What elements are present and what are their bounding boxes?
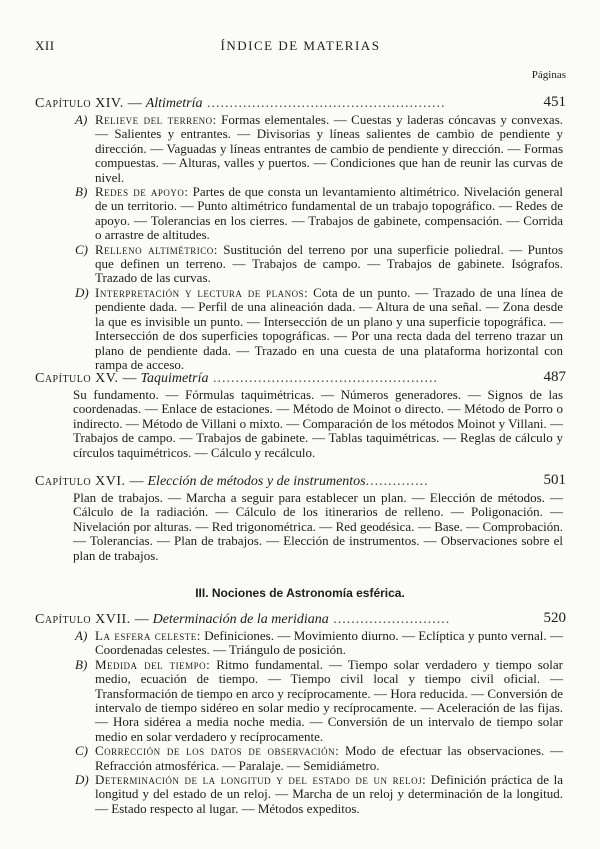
section-item [35, 243, 566, 286]
chapter-xvii [35, 610, 566, 816]
chapter-label: Capítulo XVII. — [35, 612, 150, 627]
item-text: Formas elementales. — Cuestas y laderas cóncavas y convexas. — Salientes y entrantes. — Divisorias y líneas salientes de cambio de pendiente y dirección. — Vaguadas y líneas entrantes de cambio de pendiente y dirección. — Formas compuestas. — Alturas, valles y puertos. — Condiciones que han de reunir las curvas de nivel. [95, 112, 564, 185]
chapter-xiv [35, 94, 566, 372]
item-heading: Relleno altimétrico: [95, 241, 218, 257]
item-text: Definición práctica de la longitud y del estado de un reloj. — Marcha de un reloj y determinación de la longitud. — Estado respecto al lugar. — Métodos expeditos. [95, 772, 563, 816]
leader-dots: .......................... [328, 612, 451, 627]
item-text: Modo de efectuar las observaciones. — Refracción atmosférica. — Paralaje. — Semidiámetro. [95, 743, 563, 773]
chapter-xv [35, 369, 566, 460]
leader-dots: ..................................................... [202, 96, 446, 111]
chapter-heading [35, 369, 566, 388]
chapter-heading [35, 610, 566, 629]
chapter-title: Altimetría [145, 96, 203, 111]
item-heading: Medida del tiempo: [95, 656, 211, 672]
chapter-title: Taquimetría [140, 371, 209, 386]
chapter-text: Plan de trabajos. — Marcha a seguir para establecer un plan. — Elección de métodos. — Cálculo de la radiación. — Cálculo de los itinerarios de relleno. — Poligonación. — Nivelación por alturas. — Red trigonométrica. — Red geodésica. — Base. — Comprobación. — Tolerancias. — Plan de trabajos. — Elección de instrumentos. — Observaciones sobre el plan de trabajos. [73, 490, 563, 563]
item-letter: C) [75, 743, 88, 759]
item-text: Cota de un punto. — Trazado de una línea de pendiente dada. — Perfil de una alineación dada. — Altura de una señal. — Zona desde la que es invisible un punto. — Intersección de un plano y una superficie topográfica. — Intersección de dos superficies topográficas. — Por una recta dada del terreno trazar un plano de pendiente dada. — Trazado en una cuesta de una plataforma horizontal con rampa de acceso. [95, 284, 563, 372]
paginas-label: Páginas [531, 69, 566, 81]
section-item [35, 773, 566, 816]
chapter-label: Capítulo XVI. — [35, 474, 144, 489]
chapter-page: 451 [543, 94, 566, 110]
item-text: Definiciones. — Movimiento diurno. — Eclíptica y punto vernal. — Coordenadas celestes. — Triángulo de posición. [95, 628, 564, 658]
section-item [35, 113, 566, 185]
chapter-text: Su fundamento. — Fórmulas taquimétricas. — Números generadores. — Signos de las coordenadas. — Enlace de estaciones. — Método de Moinot o directo. — Método de Porro o indirecto. — Método de Villani o mixto. — Comparación de los métodos Moinot y Villani. — Trabajos de campo. — Trabajos de gabinete. — Tablas taquimétricas. — Reglas de cálculo y círculos taquimétricos. — Cálculo y recálculo. [73, 387, 563, 460]
chapter-title: Elección de métodos y de instrumentos [147, 474, 366, 489]
item-text: Sustitución del terreno por una superficie poliedral. — Puntos que definen un terreno. — Trabajos de campo. — Trabajos de gabinete. Isógrafos. Trazado de las curvas. [95, 241, 564, 286]
item-letter: D) [75, 772, 89, 788]
chapter-heading [35, 472, 566, 491]
item-letter: D) [75, 284, 89, 300]
chapter-label: Capítulo XIV. — [35, 96, 143, 111]
chapter-title: Determinación de la meridiana [152, 612, 329, 627]
item-heading: La esfera celeste: [95, 628, 201, 643]
chapter-label: Capítulo XV. — [35, 371, 138, 386]
leader-dots: .................................................. [208, 371, 438, 386]
section-item [35, 744, 566, 773]
section-item [35, 658, 566, 744]
page-number: XII [35, 38, 55, 53]
item-text: Partes de que consta un levantamiento altimétrico. Nivelación general de un territorio. — Punto altimétrico fundamental de un trabajo topográfico. — Redes de apoyo. — Tolerancias en los cierres. — Trabajos de gabinete, compensación. — Corrida o arrastre de altitudes. [95, 184, 563, 243]
leader-dots: .............. [365, 474, 429, 489]
item-text: Ritmo fundamental. — Tiempo solar verdadero y tiempo solar medio, ecuación de tiempo. — Tiempo civil local y tiempo civil oficial. — Transformación de tiempo en arco y recíprocamente. — Hora reducida. — Conversión de intervalo de tiempo sidéreo en solar medio y recíprocamente. — Aceleración de las fijas. — Hora sidérea a media noche media. — Conversión de un intervalo de tiempo solar medio en solar verdadero y recíprocamente. [95, 656, 563, 744]
section-item [35, 185, 566, 243]
item-heading: Interpretación y lectura de planos: [95, 284, 309, 300]
item-heading: Redes de apoyo: [95, 184, 189, 200]
item-letter: B) [75, 656, 88, 672]
chapter-page: 487 [543, 369, 566, 385]
item-letter: A) [75, 628, 88, 643]
item-letter: B) [75, 184, 88, 200]
item-letter: C) [75, 241, 88, 257]
section-title: III. Nociones de Astronomía esférica. [195, 586, 405, 600]
section-item [35, 286, 566, 372]
section-item [35, 629, 566, 658]
item-heading: Relieve del terreno: [95, 112, 217, 127]
running-title: ÍNDICE DE MATERIAS [220, 38, 381, 53]
item-heading: Determinación de la longitud y del estado de un reloj: [95, 772, 427, 788]
chapter-heading [35, 94, 566, 113]
chapter-xvi [35, 472, 566, 563]
item-heading: Corrección de los datos de observación: [95, 743, 340, 759]
item-letter: A) [75, 112, 88, 127]
chapter-page: 501 [543, 472, 566, 488]
chapter-page: 520 [543, 610, 566, 626]
